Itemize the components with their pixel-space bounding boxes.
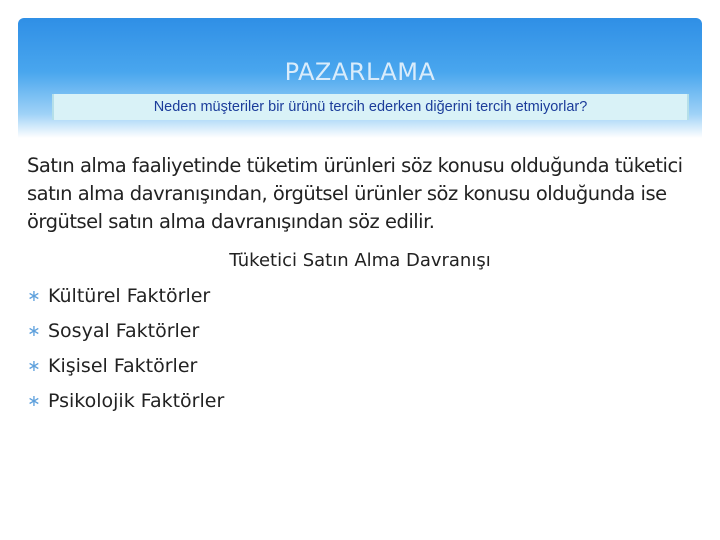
slide-subtitle: Neden müşteriler bir ürünü tercih ederken diğerini tercih etmiyorlar?: [52, 94, 689, 120]
list-item: [27, 316, 224, 351]
bullet-text: Sosyal Faktörler: [48, 320, 200, 342]
asterisk-bullet-icon: ∗: [27, 286, 41, 305]
bullet-text: Kültürel Faktörler: [48, 285, 211, 307]
bullet-text: Kişisel Faktörler: [48, 355, 198, 377]
section-title: Tüketici Satın Alma Davranışı: [229, 250, 491, 271]
asterisk-bullet-icon: ∗: [27, 356, 41, 375]
body-paragraph: Satın alma faaliyetinde tüketim ürünleri söz konusu olduğunda tüketici satın alma davranışından, örgütsel ürünler söz konusu olduğunda ise örgütsel satın alma davranışından söz edilir.: [27, 154, 683, 233]
bullet-text: Psikolojik Faktörler: [48, 390, 225, 412]
list-item: [27, 281, 224, 316]
list-item: [27, 351, 224, 386]
list-item: [27, 386, 224, 421]
bullet-list: [27, 281, 224, 421]
asterisk-bullet-icon: ∗: [27, 391, 41, 410]
asterisk-bullet-icon: ∗: [27, 321, 41, 340]
slide-title: PAZARLAMA: [284, 58, 436, 86]
